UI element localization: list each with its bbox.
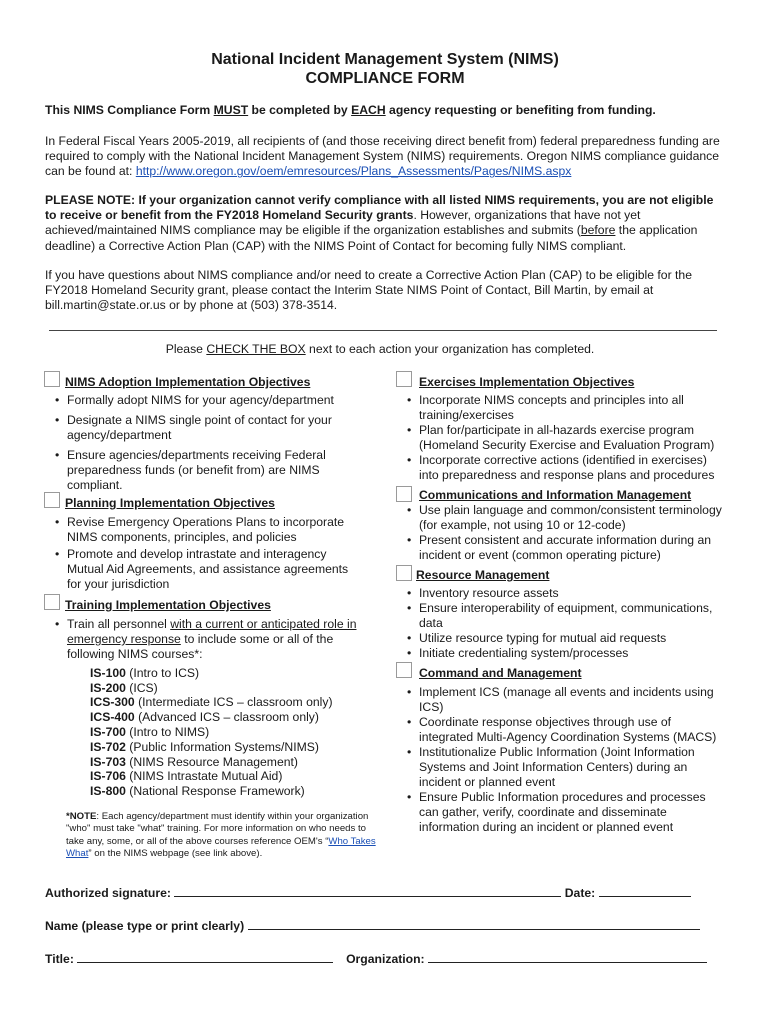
form-title: National Incident Management System (NIMS) <box>211 51 559 68</box>
resource-heading: Resource Management <box>416 568 550 582</box>
name-label: Name (please type or print clearly) <box>45 919 245 933</box>
list-item: • Train all personnel with a current or anticipated role in emergency response to include some or all of the following NIMS courses*: <box>53 617 371 662</box>
name-field[interactable] <box>248 918 700 930</box>
title-organization-row <box>45 951 707 967</box>
who-takes-what-link[interactable]: Who Takes What <box>66 835 376 859</box>
course-is-200: IS-200 (ICS) <box>90 681 158 695</box>
form-subtitle: COMPLIANCE FORM <box>305 70 465 87</box>
organization-label: Organization: <box>346 952 425 966</box>
authorized-signature-field[interactable] <box>174 885 561 897</box>
list-item: • Designate a NIMS single point of contact for your agency/department <box>53 413 353 443</box>
list-item: • Incorporate corrective actions (identified in exercises) into preparedness and response plans and procedures <box>405 453 727 483</box>
must-complete-text: This NIMS Compliance Form MUST be completed by EACH agency requesting or benefiting from funding. <box>45 103 656 117</box>
command-heading: Command and Management <box>419 666 582 680</box>
planning-heading: Planning Implementation Objectives <box>65 496 275 510</box>
nims-guidance-link[interactable]: http://www.oregon.gov/oem/emresources/Plans_Assessments/Pages/NIMS.aspx <box>135 164 572 179</box>
course-is-700: IS-700 (Intro to NIMS) <box>90 725 210 739</box>
list-item: • Institutionalize Public Information (Joint Information Systems and Joint Information Centers) during an incident or planned event <box>405 745 727 790</box>
list-item: • Coordinate response objectives through use of integrated Multi-Agency Coordination Systems (MACS) <box>405 715 727 745</box>
list-item: • Revise Emergency Operations Plans to incorporate NIMS components, principles, and policies <box>53 515 363 545</box>
communications-list <box>405 503 727 563</box>
list-item: • Inventory resource assets <box>405 586 727 601</box>
check-instruction: Please CHECK THE BOX next to each action your organization has completed. <box>165 342 595 356</box>
exercises-list <box>405 393 727 483</box>
exercises-heading: Exercises Implementation Objectives <box>419 375 635 389</box>
communications-checkbox[interactable] <box>396 486 412 502</box>
course-is-702: IS-702 (Public Information Systems/NIMS) <box>90 740 319 754</box>
communications-heading: Communications and Information Management <box>419 488 692 502</box>
title-label: Title: <box>45 952 74 966</box>
authorized-signature-row <box>45 885 691 901</box>
list-item: • Ensure Public Information procedures and processes can gather, verify, coordinate and disseminate information during an incident or planned event <box>405 790 727 835</box>
fiscal-years-paragraph: In Federal Fiscal Years 2005-2019, all recipients of (and those receiving direct benefit from) federal preparedness funding are required to comply with the National Incident Management System (NIMS) requirements. Oregon NIMS compliance guidance can be found at: http://www.oregon.gov/oem/emresources/Plans_Assessments/Pages/NIMS.aspx <box>45 134 720 179</box>
contact-paragraph: If you have questions about NIMS compliance and/or need to create a Corrective Action Plan (CAP) to be eligible for the FY2018 Homeland Security grant, please contact the Interim State NIMS Point of Contact, Bill Martin, by email at bill.martin@state.or.us or by phone at (503) 378-3514. <box>45 268 692 313</box>
list-item: • Utilize resource typing for mutual aid requests <box>405 631 727 646</box>
course-is-100: IS-100 (Intro to ICS) <box>90 666 200 680</box>
planning-checkbox[interactable] <box>44 492 60 508</box>
please-note-paragraph: PLEASE NOTE: If your organization cannot verify compliance with all listed NIMS requirements, you are not eligible to receive or benefit from the FY2018 Homeland Security grants. However, organizations that have not yet achieved/maintained NIMS compliance may be eligible if the organization establishes and submits (before the application deadline) a Corrective Action Plan (CAP) with the NIMS Point of Contact for becoming fully NIMS compliant. <box>45 193 714 253</box>
list-item: • Use plain language and common/consistent terminology (for example, not using 10 or 12-code) <box>405 503 727 533</box>
adoption-list <box>53 393 353 493</box>
course-is-703: IS-703 (NIMS Resource Management) <box>90 755 298 769</box>
course-is-800: IS-800 (National Response Framework) <box>90 784 305 798</box>
course-is-706: IS-706 (NIMS Intrastate Mutual Aid) <box>90 769 283 783</box>
title-field[interactable] <box>77 951 333 963</box>
list-item: • Initiate credentialing system/processes <box>405 646 727 661</box>
training-note: *NOTE: Each agency/department must identify within your organization "who" must take "what" training. For more information on who needs to take any, some, or all of the above courses reference OEM's “Who Takes What” on the NIMS webpage (see link above). <box>66 811 376 859</box>
list-item: • Implement ICS (manage all events and incidents using ICS) <box>405 685 727 715</box>
planning-list <box>53 515 363 592</box>
list-item: • Ensure agencies/departments receiving Federal preparedness funds (or benefit from) are NIMS compliant. <box>53 448 353 493</box>
training-list <box>53 617 371 662</box>
command-checkbox[interactable] <box>396 662 412 678</box>
divider <box>49 330 717 331</box>
course-ics-300: ICS-300 (Intermediate ICS – classroom only) <box>90 695 333 709</box>
organization-field[interactable] <box>428 951 707 963</box>
list-item: • Formally adopt NIMS for your agency/department <box>53 393 353 408</box>
list-item: • Ensure interoperability of equipment, communications, data <box>405 601 727 631</box>
command-list <box>405 685 727 835</box>
adoption-heading: NIMS Adoption Implementation Objectives <box>65 375 311 389</box>
list-item: • Plan for/participate in all-hazards exercise program (Homeland Security Exercise and Evaluation Program) <box>405 423 727 453</box>
exercises-checkbox[interactable] <box>396 371 412 387</box>
course-ics-400: ICS-400 (Advanced ICS – classroom only) <box>90 710 319 724</box>
date-field[interactable] <box>599 885 691 897</box>
list-item: • Incorporate NIMS concepts and principles into all training/exercises <box>405 393 727 423</box>
training-heading: Training Implementation Objectives <box>65 598 271 612</box>
name-row <box>45 918 700 934</box>
list-item: • Promote and develop intrastate and interagency Mutual Aid Agreements, and assistance agreements for your jurisdiction <box>53 547 363 592</box>
date-label: Date: <box>564 886 596 900</box>
resource-list <box>405 586 727 661</box>
list-item: • Present consistent and accurate information during an incident or event (common operating picture) <box>405 533 727 563</box>
adoption-checkbox[interactable] <box>44 371 60 387</box>
authorized-signature-label: Authorized signature: <box>45 886 171 900</box>
training-checkbox[interactable] <box>44 594 60 610</box>
resource-checkbox[interactable] <box>396 565 412 581</box>
